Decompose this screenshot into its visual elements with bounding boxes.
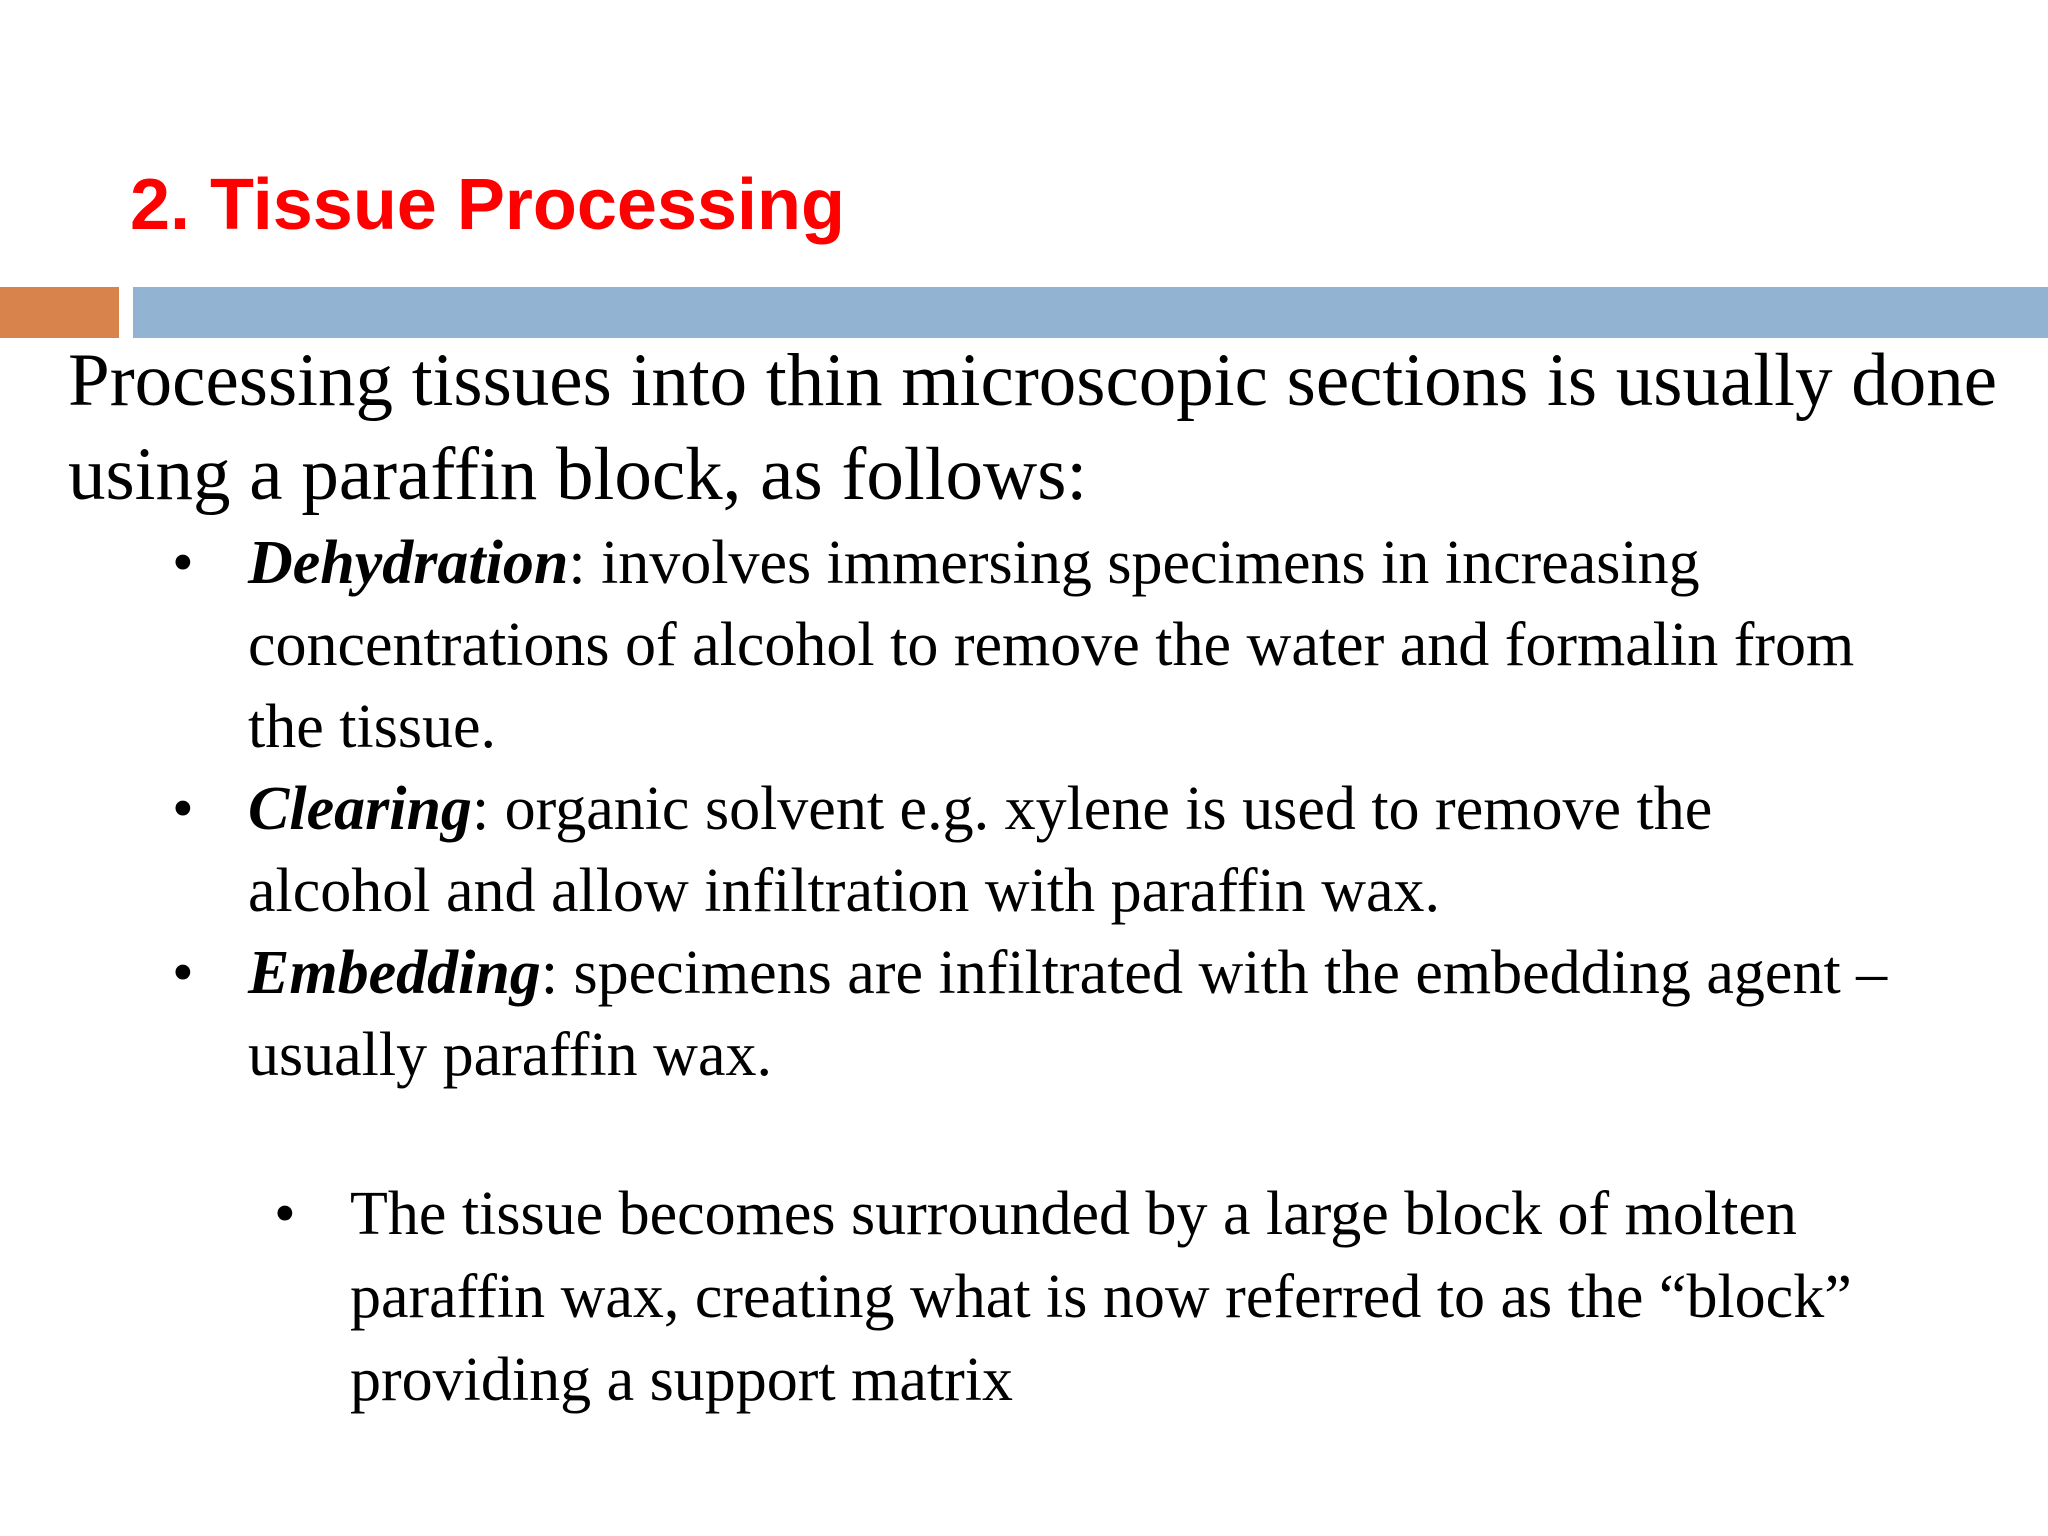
process-steps-list — [0, 522, 2048, 1096]
note-text: The tissue becomes surrounded by a large block of molten paraffin wax, creating what is now referred to as the “block” providing a support matrix — [350, 1180, 1852, 1414]
slide-title: 2. Tissue Processing — [130, 165, 846, 245]
intro-paragraph: Processing tissues into thin microscopic sections is usually done using a paraffin block, as follows: — [68, 339, 1997, 516]
accent-bar-blue — [133, 287, 2048, 338]
step-term: Dehydration — [248, 529, 569, 597]
bullet-icon: • — [274, 1180, 296, 1248]
accent-bar-orange — [0, 287, 119, 338]
step-term: Clearing — [248, 775, 472, 843]
bullet-icon: • — [172, 775, 194, 843]
step-description: : involves immersing specimens in increasing concentrations of alcohol to remove the water and formalin from the tissue. — [248, 529, 1855, 761]
bullet-icon: • — [172, 529, 194, 597]
step-description: : organic solvent e.g. xylene is used to remove the alcohol and allow infiltration with paraffin wax. — [248, 775, 1713, 925]
step-description: : specimens are infiltrated with the embedding agent – usually paraffin wax. — [248, 939, 1888, 1089]
bullet-icon: • — [172, 939, 194, 1007]
list-item-clearing — [0, 768, 1888, 932]
step-term: Embedding — [248, 939, 541, 1007]
list-item-note — [0, 1173, 2000, 1422]
note-list — [0, 1173, 2048, 1422]
list-item-embedding — [0, 932, 1888, 1096]
list-item-dehydration — [0, 522, 1888, 768]
